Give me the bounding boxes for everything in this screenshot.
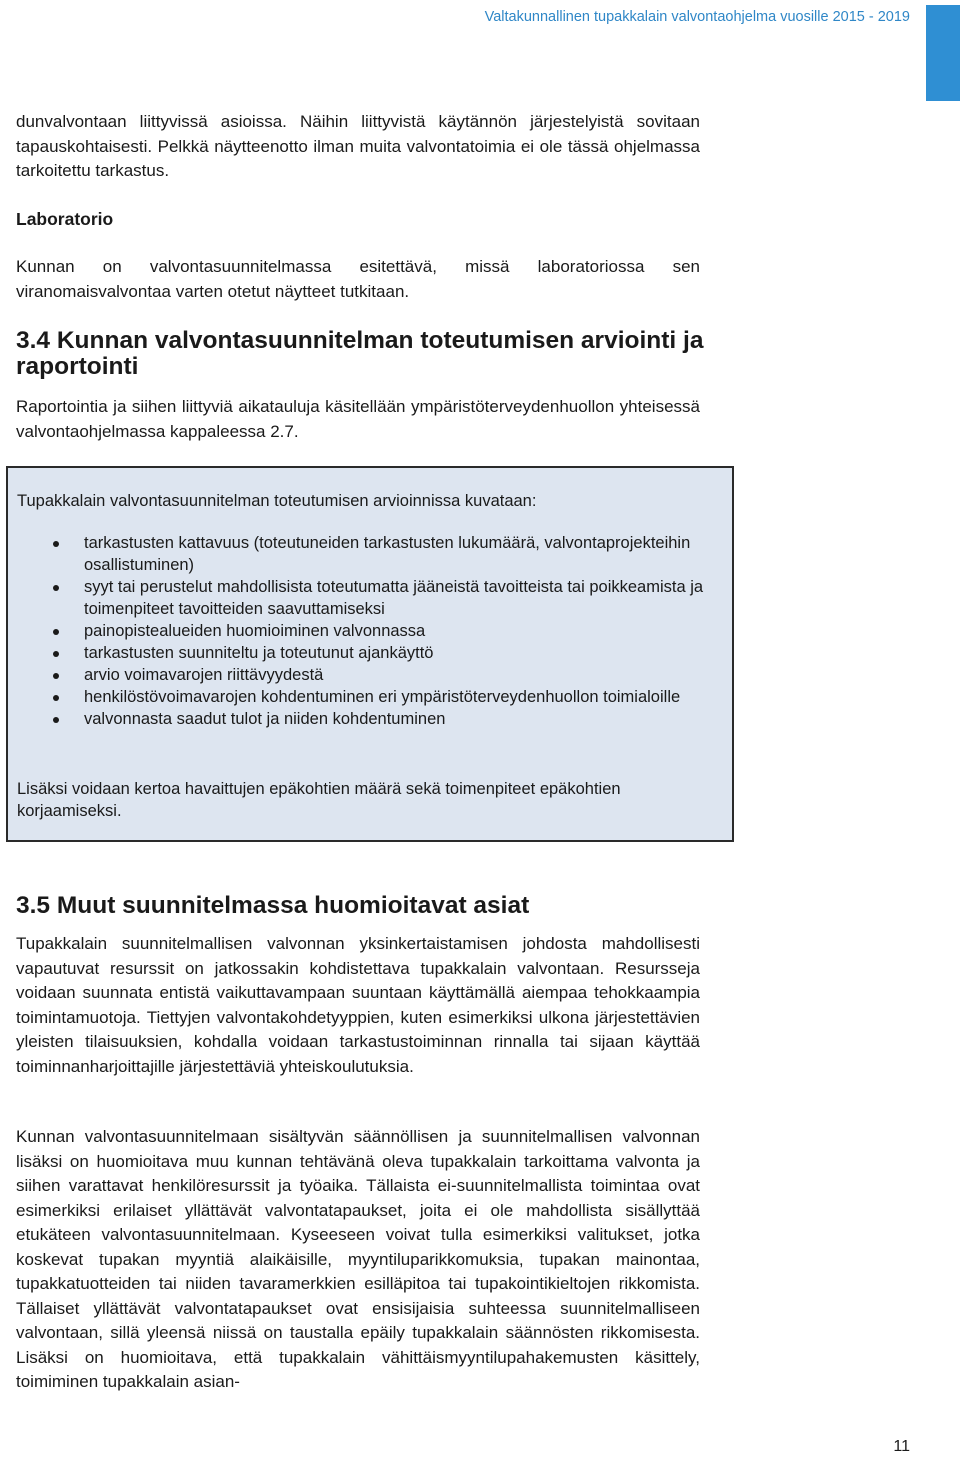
list-item bbox=[8, 708, 728, 730]
list-item-text: tarkastusten suunniteltu ja toteutunut ajankäyttö bbox=[84, 644, 434, 662]
paragraph-continued: dunvalvontaan liittyvissä asioissa. Näihin liittyvistä käytännön järjestelyistä sovitaan tapauskohtaisesti. Pelkkä näytteenotto ilman muita valvontatoimia ei ole tässä ohjelmassa tarkoitettu tarkastus. bbox=[16, 112, 700, 180]
list-item-text: tarkastusten kattavuus (toteutuneiden tarkastusten lukumäärä, valvontaprojekteihin osallistuminen) bbox=[84, 534, 691, 574]
list-item bbox=[8, 664, 728, 686]
bullet-icon bbox=[53, 673, 59, 679]
list-item-text: arvio voimavarojen riittävyydestä bbox=[84, 666, 324, 684]
paragraph-3-4: Raportointia ja siihen liittyviä aikatauluja käsitellään ympäristöterveydenhuollon yhteisessä valvontaohjelmassa kappaleessa 2.7. bbox=[16, 397, 700, 441]
paragraph-3-5-first: Tupakkalain suunnitelmallisen valvonnan yksinkertaistamisen johdosta mahdollisesti vapautuvat resurssit on jatkossakin kohdistettava tupakkalain valvontaan. Resursseja voidaan suunnata entistä vaikuttavampaan suuntaan käyttämällä aiempaa tehokkaampia toimintamuotoja. Tiettyjen valvontakohdetyyppien, kuten esimerkiksi ulkona järjestettävien yleisten tilaisuuksien, kohdalla voidaan tarkastustoiminnan rinnalla tai sijaan käyttää toiminnanharjoittajille järjestettäviä yhteiskoulutuksia. bbox=[16, 934, 700, 1076]
list-item bbox=[8, 686, 728, 708]
bullet-icon bbox=[53, 629, 59, 635]
list-item-text: painopistealueiden huomioiminen valvonnassa bbox=[84, 622, 426, 640]
page-number: 11 bbox=[893, 1438, 910, 1455]
bullet-icon bbox=[53, 585, 59, 591]
running-header: Valtakunnallinen tupakkalain valvontaohjelma vuosille 2015 - 2019 bbox=[484, 9, 910, 25]
list-item-text: henkilöstövoimavarojen kohdentuminen eri ympäristöterveydenhuollon toimialoille bbox=[84, 688, 681, 706]
bullet-icon bbox=[53, 695, 59, 701]
subheading-laboratorio: Laboratorio bbox=[16, 209, 114, 229]
list-item bbox=[8, 620, 728, 642]
bullet-icon bbox=[53, 651, 59, 657]
header-color-tab bbox=[926, 5, 960, 101]
bullet-icon bbox=[53, 717, 59, 723]
section-heading-3-5: 3.5 Muut suunnitelmassa huomioitavat asiat bbox=[16, 892, 530, 919]
list-item bbox=[8, 532, 728, 576]
box-outro: Lisäksi voidaan kertoa havaittujen epäkohtien määrä sekä toimenpiteet epäkohtien korjaamiseksi. bbox=[17, 780, 621, 820]
list-item-text: valvonnasta saadut tulot ja niiden kohdentuminen bbox=[84, 710, 446, 728]
box-intro: Tupakkalain valvontasuunnitelman toteutumisen arvioinnissa kuvataan: bbox=[17, 492, 537, 510]
list-item-text: syyt tai perustelut mahdollisista toteutumatta jääneistä tavoitteista tai poikkeamista ja toimenpiteet tavoitteiden saavuttamiseksi bbox=[84, 578, 704, 618]
evaluation-info-box bbox=[6, 466, 734, 842]
paragraph-3-5-second: Kunnan valvontasuunnitelmaan sisältyvän säännöllisen ja suunnitelmallisen valvonnan lisäksi on huomioitava muu kunnan tehtävänä oleva tupakkalain tarkoittama valvonta ja siihen varattavat henkilöresurssit ja työaika. Tällaista ei-suunnitelmallista toimintaa ovat esimerkiksi erilaiset yllättävät valvontatapaukset, joita ei ole mahdollista sisällyttää etukäteen valvontasuunnitelmaan. Kyseeseen voivat tulla esimerkiksi valitukset, jotka koskevat tupakan myyntiä alaikäisille, myyntiluparikkomuksia, tupakan mainontaa, tupakkatuotteiden tai niiden tavaramerkkien esilläpitoa tai tupakointikieltojen rikkomista. Tällaiset yllättävät valvontatapaukset ovat ensisijaisia suhteessa suunnitelmalliseen valvontaan, sillä yleensä niissä on taustalla epäily tupakkalain säännösten rikkomisesta. Lisäksi on huomioitava, että tupakkalain vähittäismyyntilupahakemusten käsittely, toimiminen tupakkalain asian- bbox=[16, 1127, 700, 1391]
list-item bbox=[8, 642, 728, 664]
bullet-icon bbox=[53, 541, 59, 547]
evaluation-list bbox=[8, 532, 728, 730]
paragraph-laboratorio: Kunnan on valvontasuunnitelmassa esitettävä, missä laboratoriossa sen viranomaisvalvontaa varten otetut näytteet tutkitaan. bbox=[16, 257, 700, 301]
list-item bbox=[8, 576, 728, 620]
section-heading-3-4: 3.4 Kunnan valvontasuunnitelman toteutumisen arviointi ja raportointi bbox=[16, 327, 704, 380]
